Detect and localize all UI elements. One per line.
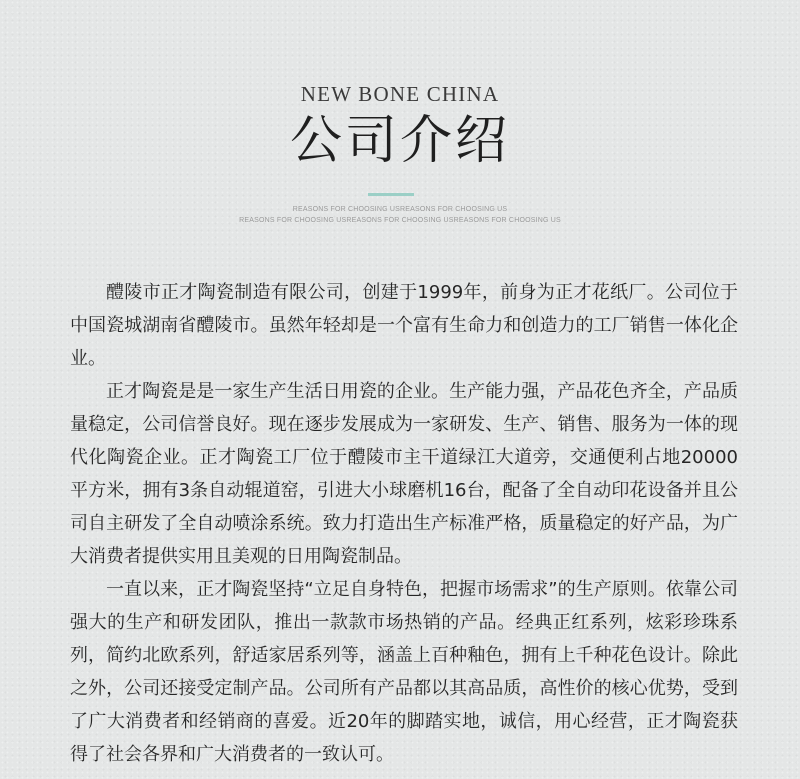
intro-paragraph-1: 醴陵市正才陶瓷制造有限公司，创建于1999年，前身为正才花纸厂。公司位于中国瓷城湖南省醴陵市。虽然年轻却是一个富有生命力和创造力的工厂销售一体化企业。 [70,282,738,369]
title-accent-divider [368,193,414,196]
tagline-line-1: REASONS FOR CHOOSING USREASONS FOR CHOOSING US [292,206,508,213]
intro-paragraph-2: 正才陶瓷是是一家生产生活日用瓷的企业。生产能力强，产品花色齐全，产品质量稳定，公司信誉良好。现在逐步发展成为一家研发、生产、销售、服务为一体的现代化陶瓷企业。正才陶瓷工厂位于醴陵市主干道绿江大道旁，交通便利占地20000平方米，拥有3条自动辊道窑，引进大小球磨机16台，配备了全自动印花设备并且公司自主研发了全自动喷涂系统。致力打造出生产标准严格，质量稳定的好产品，为广大消费者提供实用且美观的日用陶瓷制品。 [70,381,738,567]
page-title: 公司介绍 [289,111,510,171]
company-introduction-body [70,276,738,771]
intro-paragraph-3: 一直以来，正才陶瓷坚持“立足自身特色，把握市场需求”的生产原则。依靠公司强大的生产和研发团队，推出一款款市场热销的产品。经典正红系列，炫彩珍珠系列，简约北欧系列，舒适家居系列等，涵盖上百种釉色，拥有上千种花色设计。除此之外，公司还接受定制产品。公司所有产品都以其高品质，高性价的核心优势，受到了广大消费者和经销商的喜爱。近20年的脚踏实地，诚信，用心经营，正才陶瓷获得了社会各界和广大消费者的一致认可。 [70,579,738,765]
section-subtitle: NEW BONE CHINA [300,82,500,106]
tagline-line-2: REASONS FOR CHOOSING USREASONS FOR CHOOSING USREASONS FOR CHOOSING US [239,217,561,224]
